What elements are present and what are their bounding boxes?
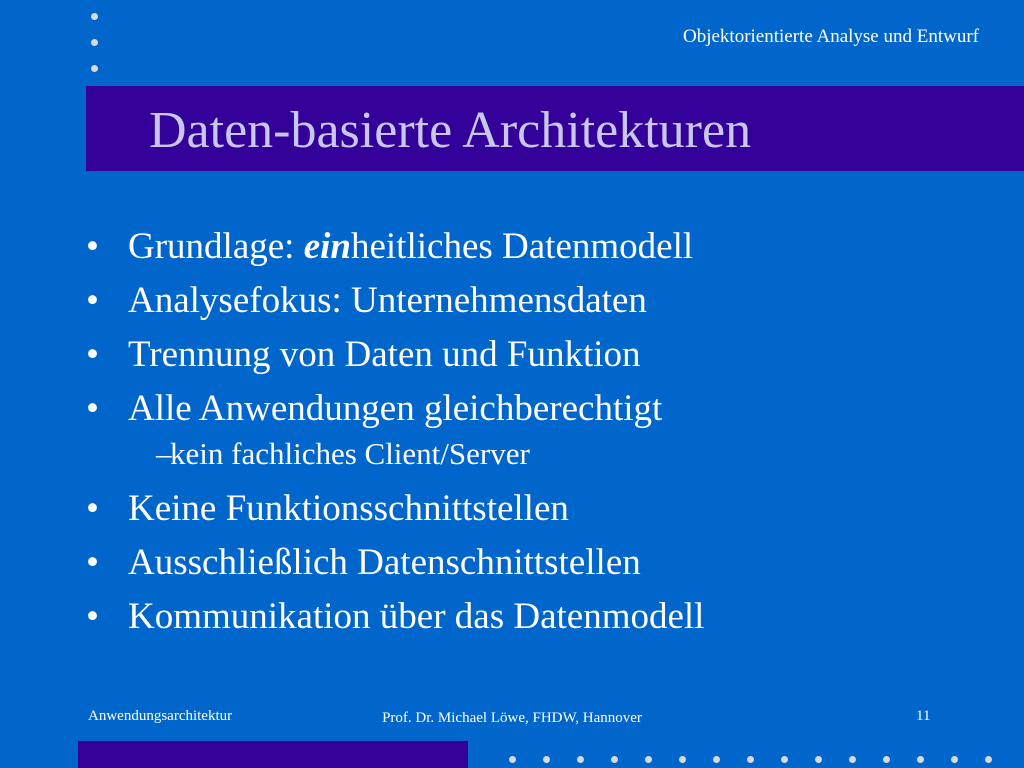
slide-title: Daten-basierte Architekturen xyxy=(149,102,752,159)
decor-dot xyxy=(883,756,890,763)
bullet-item xyxy=(86,382,986,436)
decor-dot xyxy=(679,756,686,763)
decor-dot xyxy=(91,13,98,20)
bullet-marker: • xyxy=(86,334,99,375)
bullet-marker: • xyxy=(86,280,99,321)
bullet-marker: • xyxy=(86,596,99,637)
decor-dot xyxy=(951,756,958,763)
bullet-list xyxy=(86,220,986,644)
bullet-prefix: Grundlage: xyxy=(128,226,304,267)
decor-dot xyxy=(917,756,924,763)
decor-dot xyxy=(747,756,754,763)
bullet-marker: • xyxy=(86,542,99,583)
footer-topic: Anwendungsarchitektur xyxy=(88,708,233,724)
decor-dot xyxy=(713,756,720,763)
page-number: 11 xyxy=(916,708,931,724)
bullet-text: Analysefokus: Unternehmensdaten xyxy=(128,280,647,321)
bullet-marker: • xyxy=(86,226,99,267)
bullet-marker: • xyxy=(86,388,99,429)
bullet-text: Ausschließlich Datenschnittstellen xyxy=(128,542,641,583)
bullet-marker: • xyxy=(86,488,99,529)
footer-band xyxy=(78,741,468,768)
bullet-item xyxy=(86,482,986,536)
decor-dot xyxy=(509,756,516,763)
bullet-text: Keine Funktionsschnittstellen xyxy=(128,488,569,529)
sub-bullet-text: kein fachliches Client/Server xyxy=(170,436,530,471)
footer-author: Prof. Dr. Michael Löwe, FHDW, Hannover xyxy=(382,710,642,726)
bullet-item xyxy=(86,536,986,590)
decor-dot xyxy=(543,756,550,763)
sub-bullet-item xyxy=(86,432,986,476)
decor-dot xyxy=(781,756,788,763)
sub-bullet-marker: – xyxy=(156,436,172,471)
bullet-item xyxy=(86,328,986,382)
bullet-item xyxy=(86,590,986,644)
decor-dot xyxy=(611,756,618,763)
bullet-item xyxy=(86,220,986,274)
bullet-emphasis: ein xyxy=(303,226,351,267)
bullet-rest: heitliches Datenmodell xyxy=(350,226,694,267)
decor-dot xyxy=(91,65,98,72)
decor-dot xyxy=(849,756,856,763)
bullet-item xyxy=(86,274,986,328)
decor-dot xyxy=(577,756,584,763)
decor-dot xyxy=(985,756,992,763)
bullet-text: Trennung von Daten und Funktion xyxy=(128,334,641,375)
course-header: Objektorientierte Analyse und Entwurf xyxy=(682,26,979,47)
bullet-text: Alle Anwendungen gleichberechtigt xyxy=(128,388,663,429)
bullet-text: Kommunikation über das Datenmodell xyxy=(128,596,705,637)
decor-dot xyxy=(815,756,822,763)
decor-dot xyxy=(91,39,98,46)
decor-dot xyxy=(645,756,652,763)
